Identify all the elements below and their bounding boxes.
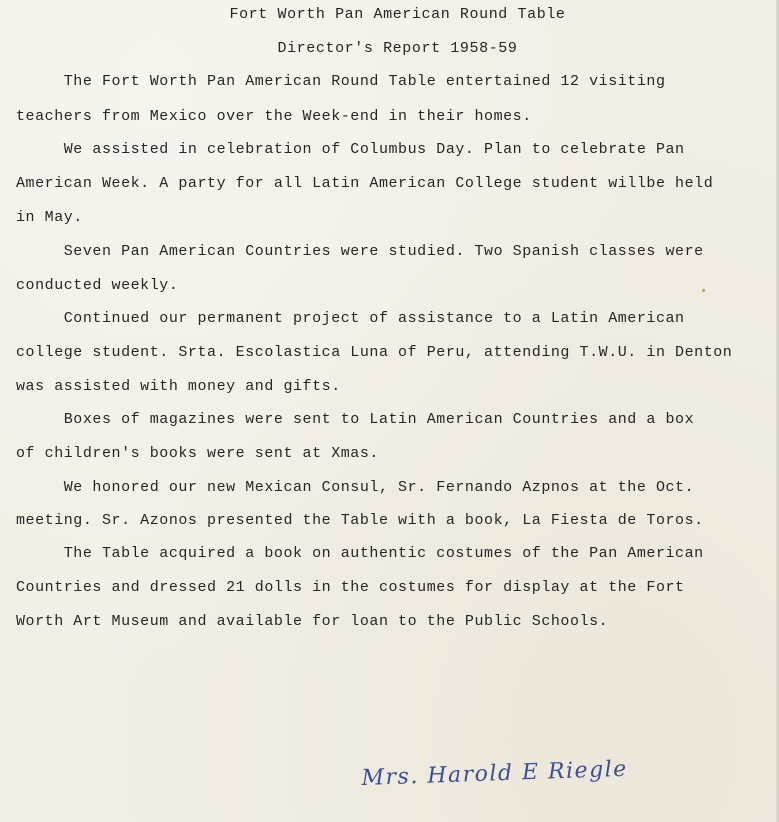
document-title: Fort Worth Pan American Round Table <box>229 6 566 23</box>
report-line: We assisted in celebration of Columbus Day. Plan to celebrate Pan <box>16 141 685 158</box>
report-line: Continued our permanent project of assistance to a Latin American <box>16 310 685 327</box>
document-subtitle: Director's Report 1958-59 <box>277 40 518 57</box>
report-line: American Week. A party for all Latin American College student willbe held <box>16 175 714 192</box>
report-line: We honored our new Mexican Consul, Sr. Fernando Azpnos at the Oct. <box>16 479 695 496</box>
report-line: Worth Art Museum and available for loan to the Public Schools. <box>16 613 609 630</box>
report-line: Boxes of magazines were sent to Latin American Countries and a box <box>16 411 695 428</box>
report-line: The Table acquired a book on authentic costumes of the Pan American <box>16 545 704 562</box>
report-line: teachers from Mexico over the Week-end in their homes. <box>16 108 532 125</box>
report-line: of children's books were sent at Xmas. <box>16 445 379 462</box>
ink-speck <box>702 289 705 292</box>
report-line: was assisted with money and gifts. <box>16 378 341 395</box>
report-line: The Fort Worth Pan American Round Table entertained 12 visiting <box>16 73 666 90</box>
report-line: Countries and dressed 21 dolls in the costumes for display at the Fort <box>16 579 685 596</box>
handwritten-signature: Mrs. Harold E Riegle <box>361 756 629 791</box>
report-line: in May. <box>16 209 83 226</box>
report-line: college student. Srta. Escolastica Luna of Peru, attending T.W.U. in Denton <box>16 344 733 361</box>
report-line: meeting. Sr. Azonos presented the Table with a book, La Fiesta de Toros. <box>16 512 704 529</box>
report-line: conducted weekly. <box>16 277 179 294</box>
report-line: Seven Pan American Countries were studied. Two Spanish classes were <box>16 243 704 260</box>
